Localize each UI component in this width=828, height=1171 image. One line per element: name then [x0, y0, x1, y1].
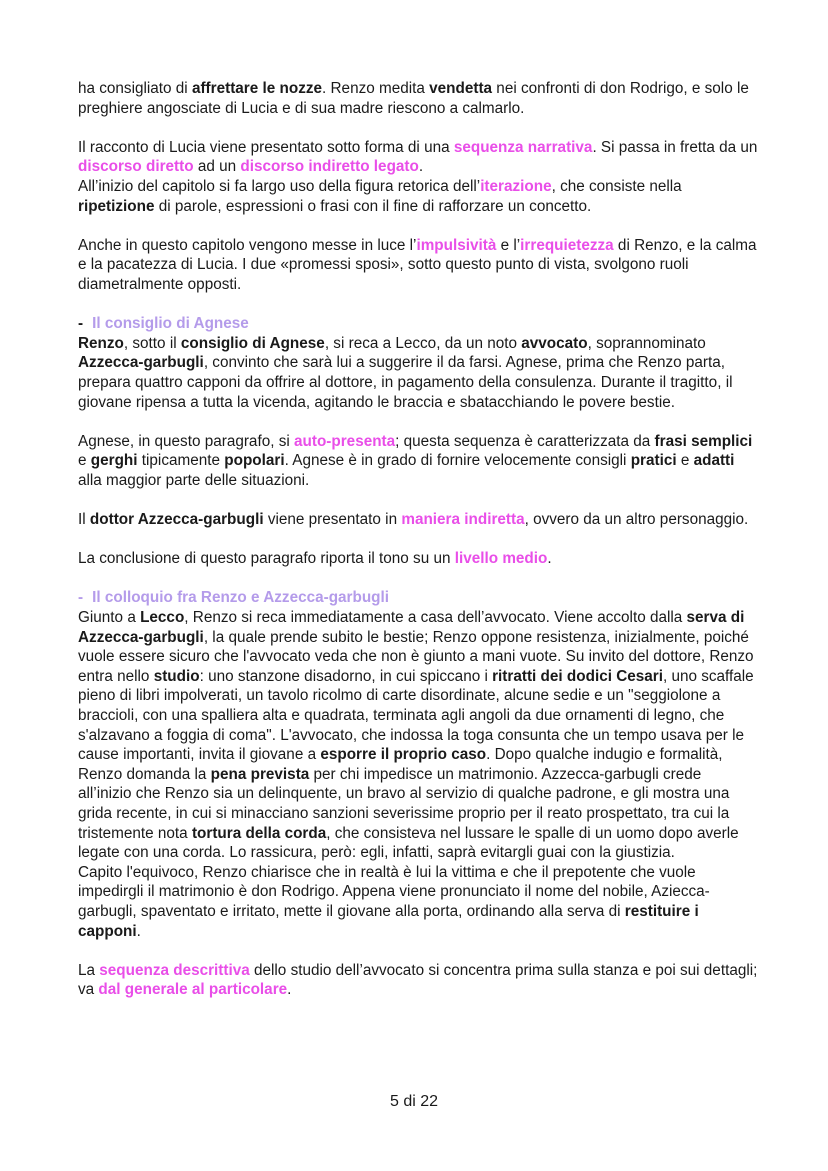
- text-run: ha consigliato di: [78, 80, 192, 97]
- bold-term: Lecco: [140, 609, 185, 627]
- text-run: .: [287, 981, 292, 999]
- paragraph: [78, 334, 758, 412]
- highlighted-term: irrequietezza: [520, 236, 614, 254]
- text-run: . Si passa in fretta da un: [592, 138, 758, 156]
- text-run: Giunto a: [78, 609, 141, 627]
- text-run: . Agnese è in grado di fornire velocemente consigli: [284, 452, 631, 470]
- text-run: , che consisteva nel lussare le spalle di un uomo dopo averle legate con una corda. Lo rassicura, però: egli, infatti, saprà evitargli guai con la giustizia.: [78, 824, 739, 862]
- highlighted-term: auto-presenta: [294, 432, 396, 450]
- highlighted-term: iterazione: [480, 177, 552, 195]
- bold-term: frasi semplici: [654, 432, 753, 450]
- text-run: di Renzo, e la calma e la pacatezza di Lucia. I due «promessi sposi», sotto questo punto di vista, svolgono ruoli diametralmente opposti.: [78, 236, 757, 293]
- highlighted-term: maniera indiretta: [401, 511, 525, 529]
- highlighted-term: sequenza descrittiva: [99, 961, 250, 979]
- bold-term: adatti: [693, 452, 735, 470]
- text-run: Capito l'equivoco, Renzo chiarisce che in realtà è lui la vittima e che il prepotente che vuole impedirgli il matrimonio è don Rodrigo. Appena viene pronunciato il nome del nobile, Aziecca-garbugli, spaventato e irritato, mette il giovane alla porta, ordinando alla serva di: [78, 863, 710, 920]
- text-run: Agnese, in questo paragrafo, si: [78, 432, 294, 450]
- bold-term: gerghi: [90, 452, 138, 470]
- text-run: Il racconto di Lucia viene presentato sotto forma di una: [78, 138, 454, 156]
- text-run: , soprannominato: [587, 334, 706, 352]
- text-run: , uno scaffale pieno di libri impolverati, un tavolo ricolmo di carte disordinate, alcune sedie e un "seggiolone a braccioli, con una spalliera alta e quadrata, terminata agli angoli da due ornamenti di legno, che s'alzavano a foggia di coma". L'avvocato, che indossa la toga consunta che un tempo usava per le cause importanti, invita il giovane a: [78, 667, 754, 764]
- text-run: e: [78, 452, 91, 470]
- text-run: .: [136, 922, 141, 940]
- paragraph: [78, 432, 758, 491]
- text-run: ; questa sequenza è caratterizzata da: [395, 432, 655, 450]
- text-run: alla maggior parte delle situazioni.: [78, 471, 310, 489]
- bold-term: affrettare le nozze: [191, 80, 323, 97]
- bold-term: esporre il proprio caso: [320, 746, 487, 764]
- text-run: viene presentato in: [263, 511, 402, 529]
- paragraph: [78, 510, 758, 530]
- highlighted-term: discorso diretto: [78, 158, 194, 176]
- bold-term: ripetizione: [78, 197, 155, 215]
- text-run: , che consiste nella: [551, 177, 682, 195]
- highlighted-term: livello medio: [454, 550, 548, 568]
- paragraph: [78, 863, 758, 941]
- paragraph: [78, 608, 758, 863]
- bold-term: vendetta: [429, 80, 493, 97]
- heading-dash: -: [78, 315, 84, 333]
- highlighted-term: impulsività: [416, 236, 497, 254]
- document-page: [78, 79, 758, 1020]
- text-run: La conclusione di questo paragrafo riporta il tono su un: [78, 550, 455, 568]
- text-run: , si reca a Lecco, da un noto: [324, 334, 522, 352]
- text-run: . Dopo qualche indugio e formalità, Renzo domanda la: [78, 746, 723, 783]
- text-run: , convinto che sarà lui a suggerire il da farsi. Agnese, prima che Renzo parta, prepara quattro capponi da offrire al dottore, in pagamento della consulenza. Durante il tragitto, il giovane ripensa a tutta la vicenda, agitando le braccia e sbatacchiando le povere bestie.: [78, 354, 733, 411]
- text-run: dello studio dell’avvocato si concentra prima sulla stanza e poi sui dettagli; va: [78, 961, 758, 999]
- text-run: : uno stanzone disadorno, in cui spiccano i: [199, 667, 493, 685]
- paragraph: [78, 79, 758, 118]
- paragraph: [78, 177, 758, 216]
- text-run: All’inizio del capitolo si fa largo uso della figura retorica dell’: [78, 177, 481, 195]
- bold-term: popolari: [224, 452, 285, 470]
- text-run: Anche in questo capitolo vengono messe in luce l’: [78, 236, 417, 254]
- text-run: nei confronti di don Rodrigo, e solo le preghiere angosciate di Lucia e di sua madre riescono a calmarlo.: [78, 80, 749, 117]
- bold-term: Renzo: [78, 334, 124, 352]
- text-run: ad un: [193, 158, 241, 176]
- text-run: , la quale prende subito le bestie; Renzo oppone resistenza, inizialmente, poiché vuole essere sicuro che l'avvocato veda che non è giunto a mani vuote. Su invito del dottore, Renzo entra nello: [78, 628, 754, 685]
- bold-term: tortura della corda: [191, 824, 327, 842]
- paragraph: [78, 138, 758, 177]
- page-number: 5 di 22: [389, 1093, 439, 1110]
- paragraph: [78, 236, 758, 295]
- highlighted-term: discorso indiretto legato: [240, 158, 419, 176]
- text-run: . Renzo medita: [322, 80, 430, 97]
- text-run: , sotto il: [123, 334, 181, 352]
- bold-term: studio: [153, 667, 200, 685]
- text-run: di parole, espressioni o frasi con il fine di rafforzare un concetto.: [154, 197, 592, 215]
- text-run: .: [418, 158, 424, 176]
- heading-text: Il colloquio fra Renzo e Azzecca-garbugli: [92, 589, 390, 607]
- bold-term: Azzecca-garbugli: [78, 354, 204, 372]
- highlighted-term: sequenza narrativa: [453, 138, 593, 156]
- section-heading: [78, 314, 758, 334]
- heading-text: Il consiglio di Agnese: [92, 315, 249, 333]
- heading-dash: -: [78, 589, 84, 607]
- text-run: tipicamente: [137, 452, 225, 470]
- bold-term: restituire i capponi: [78, 902, 699, 940]
- text-run: , Renzo si reca immediatamente a casa dell’avvocato. Viene accolto dalla: [184, 609, 687, 627]
- bold-term: pena prevista: [210, 765, 310, 783]
- text-run: e l’: [496, 236, 521, 254]
- text-run: e: [676, 452, 694, 470]
- bold-term: consiglio di Agnese: [180, 334, 325, 352]
- bold-term: serva di Azzecca-garbugli: [78, 609, 745, 646]
- bold-term: pratici: [630, 452, 677, 470]
- paragraph: [78, 961, 758, 1000]
- paragraph: [78, 549, 758, 569]
- section-heading: [78, 588, 758, 608]
- text-run: Il: [78, 511, 90, 529]
- bold-term: dottor Azzecca-garbugli: [89, 511, 264, 529]
- bold-term: ritratti dei dodici Cesari: [492, 667, 663, 685]
- highlighted-term: dal generale al particolare: [98, 981, 288, 999]
- text-run: .: [547, 550, 552, 568]
- text-run: per chi impedisce un matrimonio. Azzecca-garbugli crede all’inizio che Renzo sia un delinquente, un bravo al servizio di qualche padrone, e gli mostra una grida recente, in cui si minacciano sanzioni severissime proprio per il reato prospettato, tra cui la tristemente nota: [78, 765, 730, 842]
- text-run: La: [78, 961, 100, 979]
- bold-term: avvocato: [521, 334, 588, 352]
- text-run: , ovvero da un altro personaggio.: [524, 511, 749, 529]
